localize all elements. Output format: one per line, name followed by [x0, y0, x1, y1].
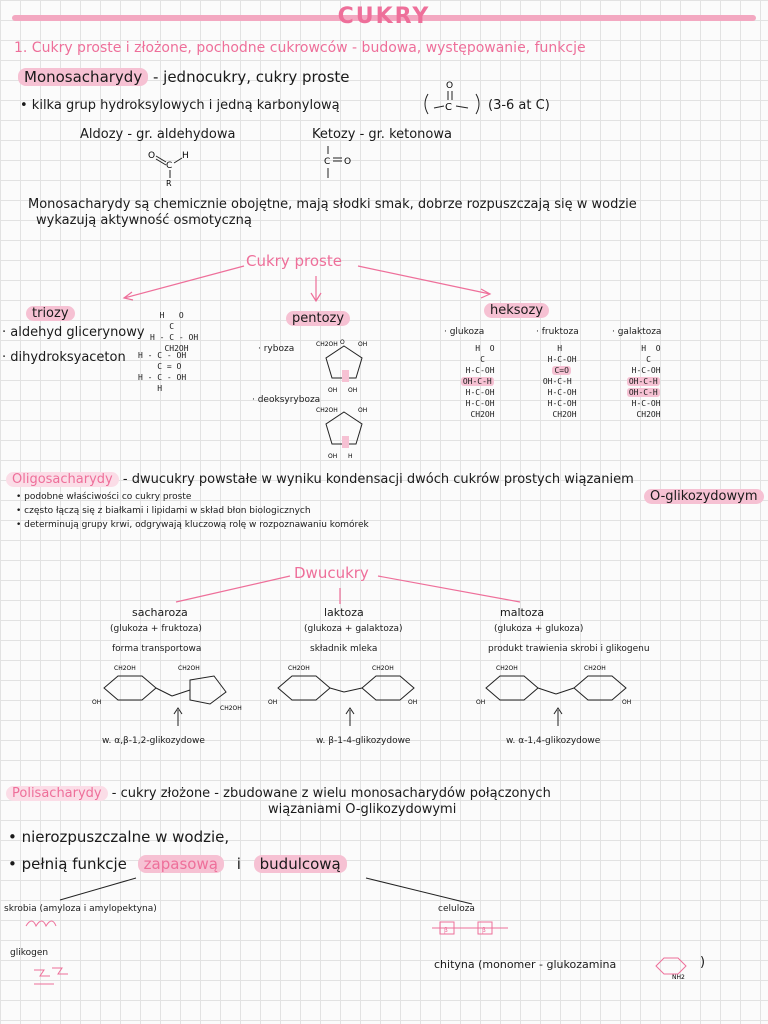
svg-text:CH2OH: CH2OH: [316, 407, 338, 414]
sacharoza-role: forma transportowa: [112, 644, 202, 654]
svg-text:β: β: [444, 927, 448, 934]
svg-text:OH: OH: [408, 699, 418, 706]
svg-text:C: C: [166, 161, 173, 171]
svg-text:OH: OH: [358, 407, 368, 414]
svg-text:C: C: [445, 102, 452, 113]
poli-bullet-2: • pełnią funkcje zapasową i budulcową: [8, 855, 347, 873]
oligo-line: [6, 472, 634, 487]
cukry-proste-arrows: [0, 0, 768, 330]
deoxyribose-ring: [314, 402, 374, 462]
svg-text:CH2OH: CH2OH: [178, 665, 200, 672]
svg-text:O: O: [148, 151, 156, 161]
mono-bullet: • kilka grup hydroksylowych i jedną karbonylową: [20, 98, 340, 113]
skrobia-doodle: [24, 916, 74, 932]
svg-text:OH: OH: [328, 453, 338, 460]
svg-text:CH2OH: CH2OH: [316, 341, 338, 348]
pentoza-1: · ryboza: [258, 344, 295, 354]
sacharoza-bond: w. α,β-1,2-glikozydowe: [102, 736, 205, 746]
svg-text:O: O: [340, 339, 345, 346]
svg-text:NH2: NH2: [672, 974, 685, 980]
glikogen: glikogen: [10, 948, 49, 958]
maltoza-comp: (glukoza + glukoza): [494, 624, 584, 634]
svg-text:O: O: [344, 157, 352, 167]
celuloza-doodle: [430, 918, 510, 942]
fructose-formula: H H-C-OH C=O OH-C-H H-C-OH H-C-OH CH2OH: [542, 344, 577, 419]
sucrose-structure: [90, 660, 250, 730]
poli-label: Polisacharydy: [6, 786, 108, 801]
svg-text:R: R: [166, 179, 172, 188]
heksoza-1: · glukoza: [444, 327, 485, 337]
lactose-structure: [268, 660, 428, 730]
svg-text:OH: OH: [328, 387, 338, 394]
laktoza-role: składnik mleka: [310, 644, 378, 654]
svg-text:OH: OH: [476, 699, 486, 706]
poli-bullet-1: • nierozpuszczalne w wodzie,: [8, 828, 230, 846]
aldozy: Aldozy - gr. aldehydowa: [80, 127, 236, 142]
chityna-close: ): [700, 955, 706, 970]
laktoza-bond: w. β-1-4-glikozydowe: [316, 736, 411, 746]
dwucukry-heading: Dwucukry: [294, 564, 369, 582]
svg-text:O: O: [446, 81, 454, 91]
pentoza-2: · deoksyryboza: [252, 395, 321, 405]
heksozy-label: heksozy: [484, 303, 549, 318]
heksoza-2: · fruktoza: [536, 327, 579, 337]
svg-text:β: β: [482, 927, 486, 934]
oligo-label: Oligosacharydy: [6, 472, 119, 487]
poli-desc: - cukry złożone - zbudowane z wielu monosacharydów połączonych: [111, 786, 551, 801]
maltoza-bond: w. α-1,4-glikozydowe: [506, 736, 601, 746]
celuloza: celuloza: [438, 904, 475, 914]
maltoza-name: maltoza: [500, 606, 545, 619]
svg-text:CH2OH: CH2OH: [114, 665, 136, 672]
oligo-bullet-3: • determinują grupy krwi, odgrywają kluczową rolę w rozpoznawaniu komórek: [16, 520, 369, 530]
glikogen-doodle: [30, 964, 80, 988]
laktoza-name: laktoza: [324, 606, 364, 619]
page-title: CUKRY: [337, 4, 431, 29]
laktoza-comp: (glukoza + galaktoza): [304, 624, 403, 634]
trioza-2: · dihydroksyaceton: [2, 350, 126, 365]
triozy-label: triozy: [26, 306, 75, 321]
sacharoza-name: sacharoza: [132, 606, 188, 619]
poli-line: [6, 786, 551, 801]
dihydroxyacetone-formula: H - C - OH C = O H - C - OH H: [138, 351, 187, 393]
galactose-formula: H O C H-C-OH OH-C-H OH-C-H H-C-OH CH2OH: [628, 344, 661, 419]
svg-text:OH: OH: [92, 699, 102, 706]
mono-props-2: wykazują aktywność osmotyczną: [36, 213, 252, 228]
mono-label: Monosacharydy: [18, 68, 148, 86]
mono-desc: - jednocukry, cukry proste: [152, 68, 350, 86]
svg-text:CH2OH: CH2OH: [220, 705, 242, 712]
svg-text:OH: OH: [348, 387, 358, 394]
svg-text:OH: OH: [622, 699, 632, 706]
skrobia: skrobia (amyloza i amylopektyna): [4, 904, 157, 914]
svg-text:H: H: [182, 151, 189, 161]
cukry-proste-heading: Cukry proste: [246, 252, 342, 270]
mono-props-1: Monosacharydy są chemicznie obojętne, mają słodki smak, dobrze rozpuszczają się w wodzie: [28, 197, 637, 212]
glyceraldehyde-formula: H O C H - C - OH CH2OH: [150, 311, 199, 353]
svg-text:OH: OH: [358, 341, 368, 348]
svg-text:H: H: [348, 453, 353, 460]
oligo-desc: - dwucukry powstałe w wyniku kondensacji dwóch cukrów prostych wiązaniem: [122, 472, 634, 487]
glucose-formula: H O C H-C-OH OH-C-H H-C-OH H-C-OH CH2OH: [462, 344, 495, 419]
svg-text:OH: OH: [268, 699, 278, 706]
sacharoza-comp: (glukoza + fruktoza): [110, 624, 202, 634]
svg-text:CH2OH: CH2OH: [584, 665, 606, 672]
section-heading: 1. Cukry proste i złożone, pochodne cukrowców - budowa, występowanie, funkcje: [14, 40, 586, 56]
svg-text:CH2OH: CH2OH: [372, 665, 394, 672]
oligo-bullet-1: • podobne właściwości co cukry proste: [16, 492, 192, 502]
svg-text:CH2OH: CH2OH: [496, 665, 518, 672]
oligo-bullet-2: • często łączą się z białkami i lipidami w skład błon biologicznych: [16, 506, 311, 516]
svg-text:CH2OH: CH2OH: [288, 665, 310, 672]
maltose-structure: [476, 660, 646, 730]
poli-desc-2: wiązaniami O-glikozydowymi: [268, 802, 457, 817]
carbon-count: (3-6 at C): [488, 98, 550, 113]
glucosamine-ring: [650, 952, 690, 980]
pentozy-label: pentozy: [286, 311, 350, 326]
ketozy: Ketozy - gr. ketonowa: [312, 127, 452, 142]
chityna: chityna (monomer - glukozamina: [434, 958, 617, 971]
svg-text:C: C: [324, 157, 331, 167]
dwucukry-arrows: [0, 540, 768, 610]
oligo-bond: O-glikozydowym: [644, 489, 764, 504]
trioza-1: · aldehyd glicerynowy: [2, 325, 145, 340]
heksoza-3: · galaktoza: [612, 327, 662, 337]
ribose-ring: [314, 336, 374, 396]
maltoza-role: produkt trawienia skrobi i glikogenu: [488, 644, 650, 654]
